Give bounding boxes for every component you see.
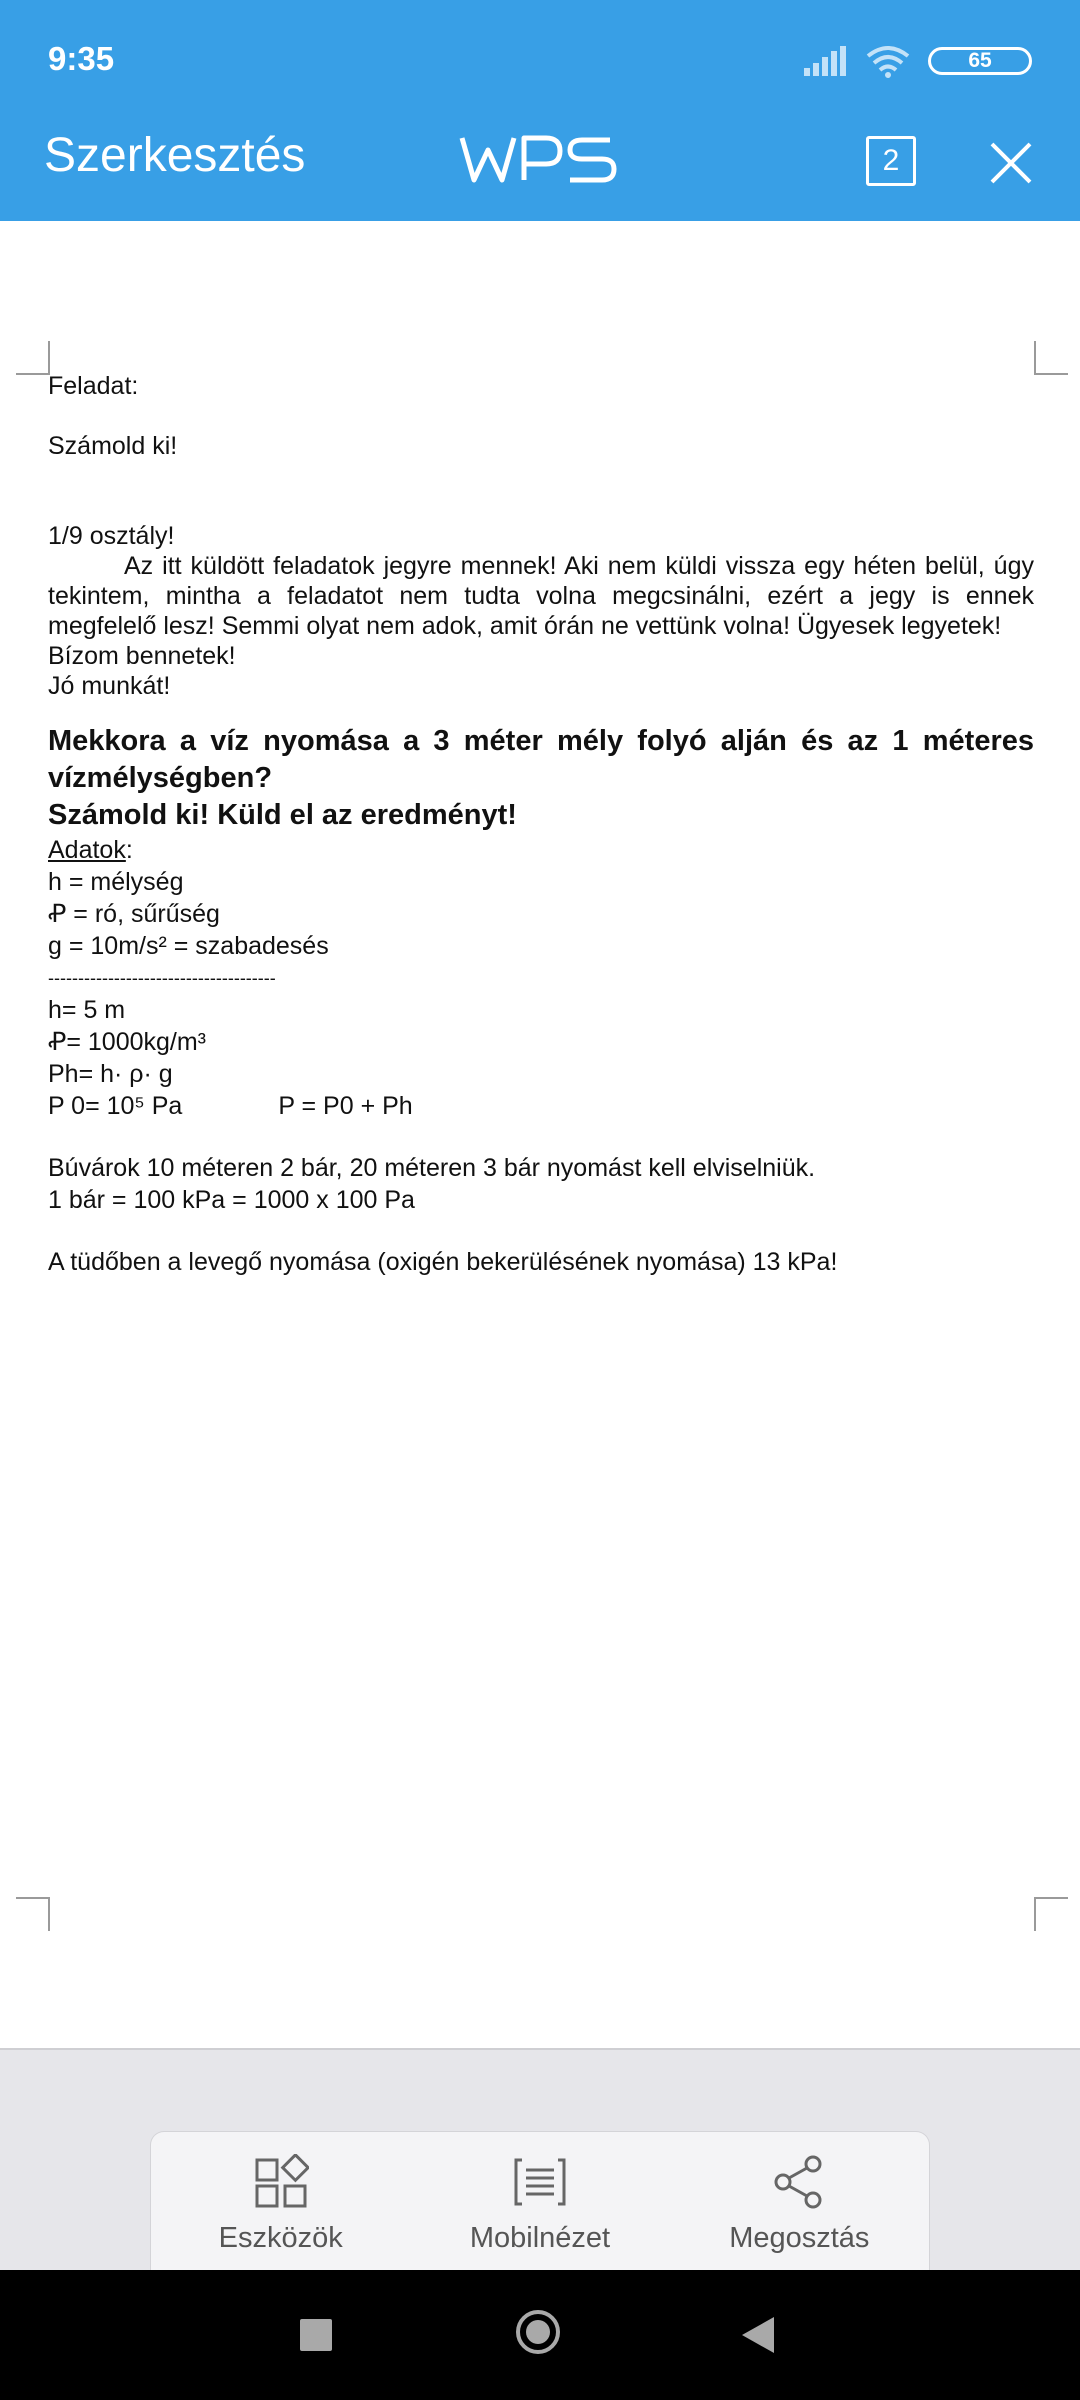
doc-line: A tüdőben a levegő nyomása (oxigén bekerülésének nyomása) 13 kPa! <box>48 1248 838 1276</box>
doc-line: Jó munkát! <box>48 672 171 700</box>
close-icon[interactable] <box>988 140 1034 186</box>
doc-line: 1/9 osztály! <box>48 522 175 550</box>
doc-line: Ꝓ = ró, sűrűség <box>48 900 220 928</box>
doc-separator: -------------------------------------- <box>48 968 276 988</box>
status-icons <box>804 44 1032 78</box>
doc-data-heading: Adatok: <box>48 836 133 864</box>
page-corner-mark <box>1034 341 1068 375</box>
signal-icon <box>804 46 848 76</box>
page-corner-mark <box>16 1897 50 1931</box>
doc-line: h= 5 m <box>48 996 126 1024</box>
document-body <box>48 371 1034 1278</box>
doc-line: Ph= h· ρ· g <box>48 1060 173 1088</box>
system-nav-bar <box>0 2270 1080 2400</box>
doc-line: Ꝓ= 1000kg/m³ <box>48 1028 207 1056</box>
mobile-view-button[interactable] <box>410 2132 669 2271</box>
mobile-view-label: Mobilnézet <box>469 2222 611 2254</box>
bottom-toolbar <box>150 2131 930 2271</box>
wps-logo <box>458 130 618 190</box>
edit-button[interactable]: Szerkesztés <box>44 129 306 182</box>
page-corner-mark <box>16 341 50 375</box>
share-icon <box>771 2154 827 2210</box>
back-button[interactable] <box>742 2317 774 2353</box>
wifi-icon <box>866 44 910 78</box>
tools-button[interactable] <box>151 2132 410 2271</box>
doc-pressure-line: P 0= 10⁵ Pa P = P0 + Ph <box>48 1092 413 1120</box>
mobile-view-icon <box>512 2154 568 2210</box>
doc-line: Számold ki! <box>48 432 178 460</box>
tools-icon <box>253 2154 309 2210</box>
home-button[interactable] <box>516 2310 560 2354</box>
share-button[interactable] <box>670 2132 929 2271</box>
open-documents-button[interactable]: 2 <box>866 136 916 186</box>
recents-button[interactable] <box>300 2319 332 2351</box>
doc-line: 1 bár = 100 kPa = 1000 x 100 Pa <box>48 1186 415 1214</box>
status-time: 9:35 <box>48 40 115 77</box>
doc-line: g = 10m/s² = szabadesés <box>48 932 329 960</box>
page-corner-mark <box>1034 1897 1068 1931</box>
battery-indicator: 65 <box>928 47 1032 75</box>
share-label: Megosztás <box>729 2222 870 2254</box>
doc-question-cta: Számold ki! Küld el az eredményt! <box>48 799 517 831</box>
doc-question: Mekkora a víz nyomása a 3 méter mély folyó alján és az 1 méteres vízmélységben? <box>48 725 1034 794</box>
document-page[interactable] <box>0 221 1080 2050</box>
bottom-panel <box>0 2050 1080 2270</box>
doc-line: Búvárok 10 méteren 2 bár, 20 méteren 3 bár nyomást kell elviselniük. <box>48 1154 816 1182</box>
app-header <box>0 0 1080 221</box>
doc-line: Feladat: <box>48 372 139 400</box>
doc-paragraph: Az itt küldött feladatok jegyre mennek! Aki nem küldi vissza egy héten belül, úgy tekintem, mintha a feladatot nem tudta volna megcsinálni, ezért a jegy is ennek megfelelő lesz! Semmi olyat nem adok, amit órán ne vettünk volna! Ügyesek legyetek! <box>48 552 1034 640</box>
tools-label: Eszközök <box>218 2222 343 2254</box>
doc-line: Bízom bennetek! <box>48 642 236 670</box>
doc-line: h = mélység <box>48 868 184 896</box>
